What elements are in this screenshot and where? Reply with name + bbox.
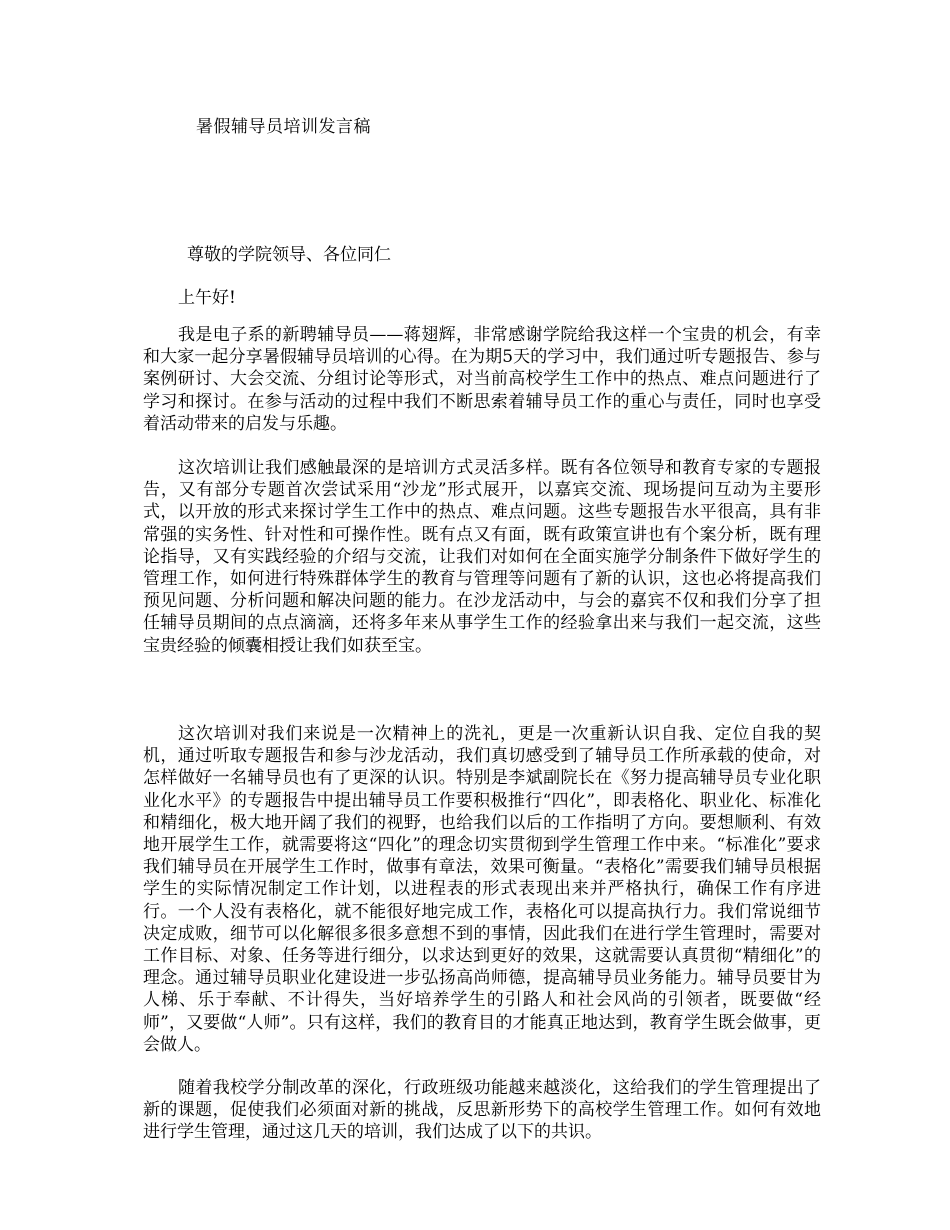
body-paragraph-3: 这次培训对我们来说是一次精神上的洗礼，更是一次重新认识自我、定位自我的契机，通过听取专题报告和参与沙龙活动，我们真切感受到了辅导员工作所承载的使命，对怎样做好一名辅导员也有了更深的认识。特别是李斌副院长在《努力提高辅导员专业化职业化水平》的专题报告中提出辅导员工作要积极推行“四化”，即表格化、职业化、标准化和精细化，极大地开阔了我们的视野，也给我们以后的工作指明了方向。要想顺利、有效地开展学生工作，就需要将这“四化”的理念切实贯彻到学生管理工作中来。“标准化”要求我们辅导员在开展学生工作时，做事有章法，效果可衡量。“表格化”需要我们辅导员根据学生的实际情况制定工作计划，以进程表的形式表现出来并严格执行，确保工作有序进行。一个人没有表格化，就不能很好地完成工作，表格化可以提高执行力。我们常说细节决定成败，细节可以化解很多很多意想不到的事情，因此我们在进行学生管理时，需要对工作目标、对象、任务等进行细分，以求达到更好的效果，这就需要认真贯彻“精细化”的理念。通过辅导员职业化建设进一步弘扬高尚师德，提高辅导员业务能力。辅导员要甘为人梯、乐于奉献、不计得失，当好培养学生的引路人和社会风尚的引领者，既要做“经师”，又要做“人师”。只有这样，我们的教育目的才能真正地达到，教育学生既会做事，更会做人。 [143,724,821,1055]
salutation: 尊敬的学院领导、各位同仁 [187,245,391,265]
body-paragraph-1: 我是电子系的新聘辅导员——蒋翅辉，非常感谢学院给我这样一个宝贵的机会，有幸和大家一起分享暑假辅导员培训的心得。在为期5天的学习中，我们通过听专题报告、参与案例研讨、大会交流、分组讨论等形式，对当前高校学生工作中的热点、难点问题进行了学习和探讨。在参与活动的过程中我们不断思索着辅导员工作的重心与责任，同时也享受着活动带来的启发与乐趣。 [143,325,821,434]
greeting: 上午好! [178,288,236,308]
document-title: 暑假辅导员培训发言稿 [196,117,371,137]
body-paragraph-2: 这次培训让我们感触最深的是培训方式灵活多样。既有各位领导和教育专家的专题报告，又有部分专题首次尝试采用“沙龙”形式展开，以嘉宾交流、现场提问互动为主要形式，以开放的形式来探讨学生工作中的热点、难点问题。这些专题报告水平很高，具有非常强的实务性、针对性和可操作性。既有点又有面，既有政策宣讲也有个案分析，既有理论指导，又有实践经验的介绍与交流，让我们对如何在全面实施学分制条件下做好学生的管理工作，如何进行特殊群体学生的教育与管理等问题有了新的认识，这也必将提高我们预见问题、分析问题和解决问题的能力。在沙龙活动中，与会的嘉宾不仅和我们分享了担任辅导员期间的点点滴滴，还将多年来从事学生工作的经验拿出来与我们一起交流，这些宝贵经验的倾囊相授让我们如获至宝。 [143,458,821,656]
body-paragraph-4: 随着我校学分制改革的深化，行政班级功能越来越淡化，这给我们的学生管理提出了新的课题，促使我们必须面对新的挑战，反思新形势下的高校学生管理工作。如何有效地进行学生管理，通过这几天的培训，我们达成了以下的共识。 [143,1078,821,1143]
